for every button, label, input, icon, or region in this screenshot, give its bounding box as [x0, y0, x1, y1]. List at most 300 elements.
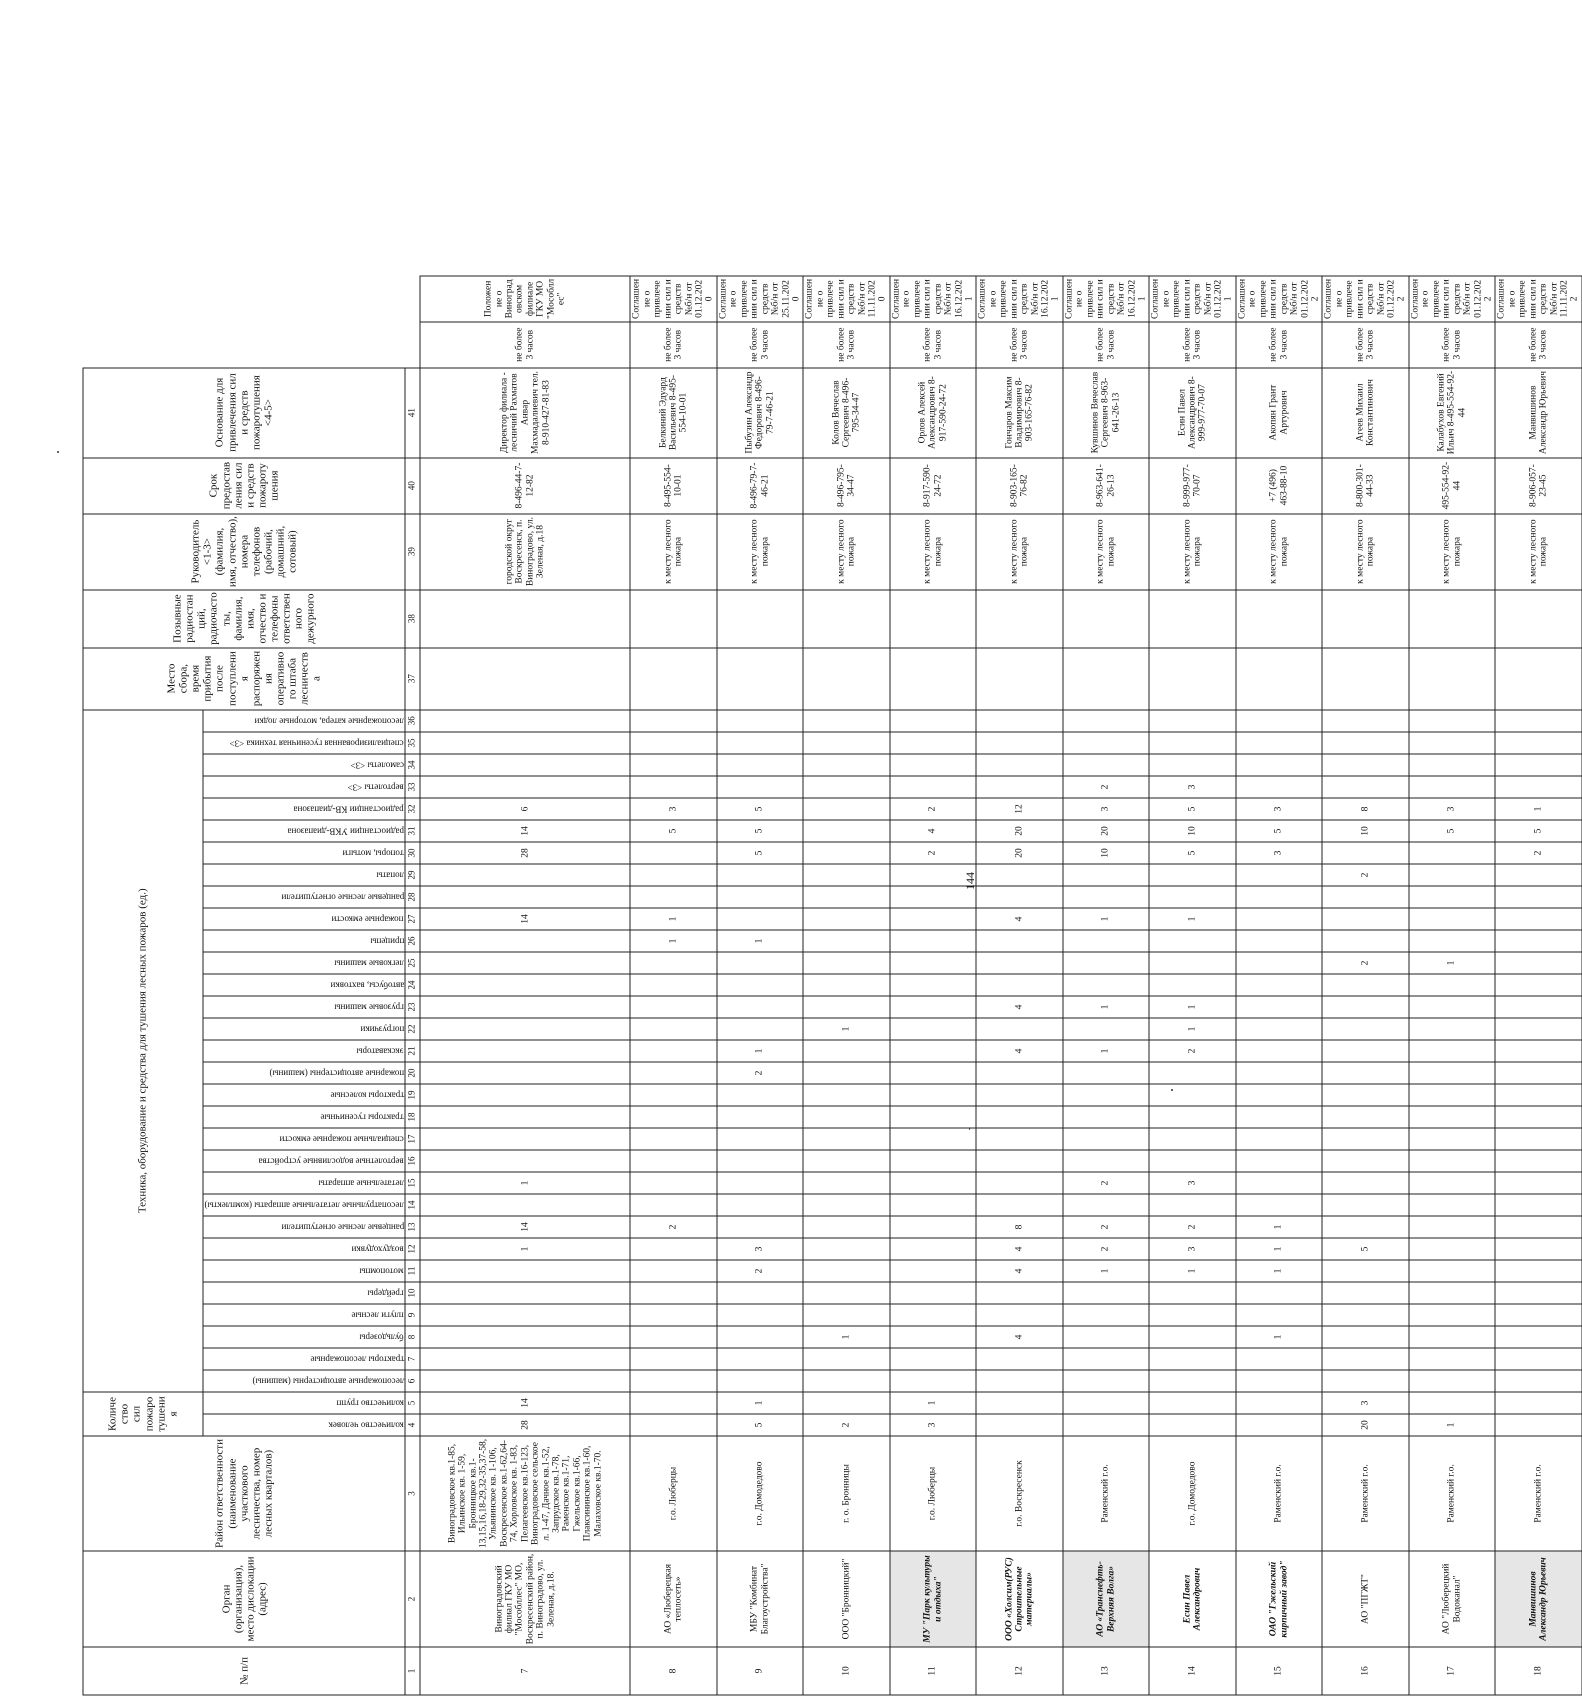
row-number-text: 15: [1273, 1666, 1284, 1676]
row-value: [630, 1106, 717, 1128]
row-organization: [1149, 1551, 1236, 1647]
row-organization-text: Манвишинов Александр Юрьевич: [1528, 1557, 1549, 1641]
row-value: [890, 1370, 977, 1392]
row-value: [630, 1370, 717, 1392]
row-value: [890, 930, 977, 952]
row-place-text: к месту лесного пожара: [1528, 519, 1549, 584]
row-area: [630, 1436, 717, 1551]
header-technique-col-wrap: [205, 800, 404, 817]
row-value: [890, 1172, 977, 1194]
row-value-text: 20: [1014, 848, 1025, 858]
row-area-text: г.о. Воскресенск: [1014, 1460, 1025, 1527]
row-value: [630, 864, 717, 886]
row-area-text: Раменский г.о.: [1446, 1464, 1457, 1523]
row-value: [1149, 974, 1236, 996]
row-value: [420, 1150, 630, 1172]
row-organization: [890, 1551, 977, 1647]
row-radio: [717, 458, 804, 514]
row-value-text: 1: [1533, 806, 1544, 812]
header-technique-col-text: легковые машины: [334, 958, 404, 969]
header-technique-col-text: мотопомпы: [359, 1266, 404, 1277]
row-organization-text: Есин Павел Александрович: [1182, 1567, 1203, 1631]
column-number: [405, 1392, 420, 1414]
row-value: [1495, 930, 1582, 952]
row-value: [803, 1304, 890, 1326]
header-right-col: [83, 458, 405, 514]
column-number: [405, 842, 420, 864]
row-value: [717, 1106, 804, 1128]
row-value: [717, 864, 804, 886]
row-value: [1063, 952, 1150, 974]
table-row: [1495, 276, 1582, 1695]
row-value: [976, 1348, 1063, 1370]
row-number: [1063, 1647, 1150, 1695]
row-value: [976, 996, 1063, 1018]
row-value: [1409, 1260, 1496, 1282]
row-value: [1409, 590, 1496, 648]
row-value: [420, 908, 630, 930]
header-forces-text: Количество сил пожаротушения: [106, 1396, 180, 1432]
row-value: [1495, 1304, 1582, 1326]
column-number-text: 16: [406, 1156, 417, 1166]
row-value: [420, 1216, 630, 1238]
row-value: [803, 1216, 890, 1238]
row-value: [976, 886, 1063, 908]
row-value: [803, 1172, 890, 1194]
row-place-text: к месту лесного пожара: [749, 519, 771, 584]
header-technique-col-text: погрузчики: [360, 1024, 404, 1035]
row-number-text: 13: [1100, 1666, 1111, 1676]
row-value-text: 1: [1446, 1422, 1457, 1428]
row-value: [717, 1150, 804, 1172]
row-number: [1322, 1647, 1409, 1695]
row-value: [1149, 820, 1236, 842]
column-number-text: 13: [406, 1222, 417, 1232]
row-value: [1322, 1370, 1409, 1392]
row-value: [1149, 930, 1236, 952]
row-value-text: 10: [1100, 848, 1111, 858]
row-basis-text: Соглашение о привлечении сил и средств №б/н от 16.12.2021: [891, 278, 975, 319]
row-value: [420, 798, 630, 820]
row-value-text: 20: [1014, 826, 1025, 836]
row-place: [717, 514, 804, 590]
row-value: [803, 590, 890, 648]
row-organization-text: ООО «Холсим(РУС) Строительные материалы»: [1004, 1557, 1035, 1641]
row-value-text: 5: [1533, 828, 1544, 834]
header-technique-col-text: плуги лесные: [351, 1310, 404, 1321]
row-value: [1322, 1106, 1409, 1128]
column-number-text: 33: [406, 782, 417, 792]
row-value: [1149, 1260, 1236, 1282]
row-number-text: 16: [1360, 1666, 1371, 1676]
row-value: [1063, 1238, 1150, 1260]
row-radio-text: 8-963-641-26-13: [1095, 464, 1117, 507]
row-radio-text: 8-903-165-76-82: [1009, 464, 1030, 507]
row-head-text: Калабухов Евгений Ильич 8-495-554-92-44: [1436, 370, 1468, 455]
header-technique-col: [203, 1304, 405, 1326]
row-basis-text: Соглашение о привлечении сил и средств №б/н от 01.12.2022: [1237, 278, 1321, 319]
row-radio-text: +7 (496) 463-88-10: [1268, 465, 1290, 506]
row-organization-text: АО «Транснефть-Верхняя Волга»: [1095, 1561, 1117, 1637]
row-value: [803, 776, 890, 798]
row-area-text: г.о. Люберцы: [927, 1466, 938, 1521]
row-value: [1409, 1150, 1496, 1172]
row-value-text: 4: [1014, 1246, 1025, 1252]
row-value: [1495, 754, 1582, 776]
row-value: [890, 886, 977, 908]
page-number: 144: [963, 872, 977, 890]
row-value: [976, 1370, 1063, 1392]
header-technique-col: [203, 1150, 405, 1172]
row-value: [1322, 1326, 1409, 1348]
row-value: [976, 776, 1063, 798]
row-value: [420, 1194, 630, 1216]
row-value: [1322, 1392, 1409, 1414]
row-radio: [1495, 458, 1582, 514]
row-value: [1236, 732, 1323, 754]
row-value: [1322, 908, 1409, 930]
row-value: [1063, 1326, 1150, 1348]
row-value: [717, 1392, 804, 1414]
row-value-text: 14: [520, 826, 531, 836]
row-value: [890, 1040, 977, 1062]
row-number: [976, 1647, 1063, 1695]
row-value: [976, 974, 1063, 996]
row-value: [1149, 1282, 1236, 1304]
row-value: [630, 1172, 717, 1194]
header-technique-col-text: прицепы: [370, 936, 404, 947]
row-value: [630, 974, 717, 996]
row-value: [803, 842, 890, 864]
row-value-text: 2: [1100, 1180, 1111, 1186]
row-value: [1322, 974, 1409, 996]
column-number: [405, 996, 420, 1018]
column-number: [405, 1260, 420, 1282]
row-area-text: Раменский г.о.: [1533, 1464, 1544, 1523]
row-value: [1149, 732, 1236, 754]
row-head-text: Гончаров Максим Владимирович 8-903-165-76-82: [1004, 376, 1035, 449]
row-value: [976, 1326, 1063, 1348]
row-value: [630, 1414, 717, 1436]
row-head: [1322, 368, 1409, 458]
header-technique-col-text: тракторы лесопожарные: [310, 1354, 404, 1365]
header-technique-col-wrap: [205, 778, 404, 795]
row-value: [803, 1128, 890, 1150]
column-number-text: 25: [406, 958, 417, 968]
row-value: [1063, 776, 1150, 798]
row-value: [420, 820, 630, 842]
header-technique-col: [203, 1260, 405, 1282]
row-value: [1063, 1018, 1150, 1040]
row-value: [1495, 1106, 1582, 1128]
row-value-text: 14: [520, 1222, 531, 1232]
column-number-text: 3: [406, 1491, 417, 1496]
row-term-text: не более 3 часов: [663, 327, 684, 362]
row-value-text: 2: [754, 1070, 765, 1076]
row-value-text: 10: [1360, 826, 1371, 836]
header-forces-col-text: количество человек: [328, 1420, 404, 1431]
column-number-text: 39: [406, 547, 417, 557]
row-place: [420, 514, 630, 590]
header-technique-col-wrap: [205, 1196, 404, 1213]
row-value: [1495, 842, 1582, 864]
row-value: [1322, 1216, 1409, 1238]
header-org: [83, 1551, 405, 1647]
row-value: [420, 648, 630, 710]
row-value: [1322, 1084, 1409, 1106]
row-value: [1236, 1084, 1323, 1106]
row-value: [976, 1128, 1063, 1150]
row-head-text: Орлов Алексей Александрович 8-917-590-24-72: [917, 376, 949, 449]
row-value: [1063, 996, 1150, 1018]
row-value: [630, 710, 717, 732]
row-value: [1063, 974, 1150, 996]
header-technique-col-text: топоры, мотыги: [342, 848, 404, 859]
header-technique-col: [203, 754, 405, 776]
row-term: [803, 322, 890, 368]
header-technique-col-wrap: [205, 998, 404, 1015]
row-value-text: 10: [1187, 826, 1198, 836]
row-value: [1063, 930, 1150, 952]
row-head-text: Манвишинов Александр Юрьевич: [1528, 370, 1549, 455]
row-value: [1149, 1348, 1236, 1370]
row-value: [1322, 798, 1409, 820]
row-value: [1409, 864, 1496, 886]
row-value: [1495, 1040, 1582, 1062]
row-organization-text: АО «Люберецкая теплосеть»: [663, 1564, 684, 1634]
row-value: [803, 820, 890, 842]
row-value-text: 5: [1187, 806, 1198, 812]
row-value-text: 4: [1014, 1048, 1025, 1054]
row-value: [717, 648, 804, 710]
row-term-text: не более 3 часов: [1441, 327, 1463, 362]
row-value: [976, 1194, 1063, 1216]
row-value: [803, 1150, 890, 1172]
row-value-text: 1: [1100, 916, 1111, 922]
header-right-col-text: Основание для привлечения сил и средств пожаротушения <4-5>: [213, 373, 275, 452]
row-value-text: 2: [1533, 850, 1544, 856]
row-value-text: 1: [754, 938, 765, 944]
row-value-text: 3: [1187, 1180, 1198, 1186]
row-value: [717, 820, 804, 842]
row-value-text: 8: [1360, 806, 1371, 812]
row-value: [1409, 1172, 1496, 1194]
row-value: [976, 1040, 1063, 1062]
row-value: [630, 842, 717, 864]
row-area: [1409, 1436, 1496, 1551]
row-value: [717, 1260, 804, 1282]
row-value: [420, 930, 630, 952]
row-value: [890, 590, 977, 648]
header-technique-col-text: пожарные емкости: [331, 914, 404, 925]
row-value: [630, 1062, 717, 1084]
row-value: [717, 1216, 804, 1238]
row-area-text: Виноградовское кв.1-85, Ильинское кв. 1-59, Бронницкое кв.1-13,15,16,18-29,32-35,37-58, Ульянинское кв. 1-106, Воскресенское кв.1-62,64-74, Хорловское кв. 1-83, Пелагеевское кв.16-123, Виноградовское сельское л. 1-47, Дачное кв.1-52, Запрудское кв.1-78, Раменское кв.1-71, Гжельское кв.1-66, Плаксининское кв.1-60, Малаховское кв.1-70.: [447, 1438, 604, 1549]
row-value: [1409, 1106, 1496, 1128]
row-value: [1495, 974, 1582, 996]
row-value: [1409, 1414, 1496, 1436]
row-term-text: не более 3 часов: [749, 327, 771, 362]
header-technique-col-wrap: [205, 756, 404, 773]
row-value: [630, 1304, 717, 1326]
row-value: [890, 732, 977, 754]
row-value: [1236, 930, 1323, 952]
row-value: [1495, 1216, 1582, 1238]
row-organization-text: МУ "Парк культуры и отдыха": [922, 1555, 944, 1643]
column-number: [405, 1647, 420, 1695]
row-value: [1495, 1392, 1582, 1414]
header-technique-col-wrap: [205, 1328, 404, 1345]
row-value: [803, 1238, 890, 1260]
row-value: [630, 908, 717, 930]
header-technique-col-text: специализированная гусеничная техника <3>: [229, 738, 404, 749]
header-technique-col-wrap: [205, 1174, 404, 1191]
row-value: [890, 1128, 977, 1150]
row-value: [976, 648, 1063, 710]
row-value: [1409, 798, 1496, 820]
row-value: [1236, 886, 1323, 908]
row-value: [1149, 776, 1236, 798]
row-area-text: г.о. Домодедово: [1187, 1461, 1198, 1526]
row-value: [630, 590, 717, 648]
row-area: [1063, 1436, 1150, 1551]
row-value: [630, 1018, 717, 1040]
row-value: [1149, 1370, 1236, 1392]
row-value: [1149, 1194, 1236, 1216]
row-term-text: не более 3 часов: [1182, 327, 1203, 362]
row-value: [1063, 798, 1150, 820]
row-value: [1495, 820, 1582, 842]
row-value: [1236, 798, 1323, 820]
column-number: [405, 514, 420, 590]
row-value: [1409, 1128, 1496, 1150]
column-number: [405, 1018, 420, 1040]
row-value: [630, 1348, 717, 1370]
row-radio: [1236, 458, 1323, 514]
header-org-text: Орган (организация), место дислокации (адрес): [220, 1556, 269, 1642]
row-value: [1063, 590, 1150, 648]
header-technique-col-text: вертолетные водосливные устройства: [258, 1156, 404, 1167]
row-value: [1495, 1414, 1582, 1436]
row-number: [1149, 1647, 1236, 1695]
header-technique-col-text: ранцевые лесные огнетушители: [281, 892, 404, 903]
row-area: [803, 1436, 890, 1551]
header-technique-col: [203, 1106, 405, 1128]
column-number: [405, 1172, 420, 1194]
row-value: [630, 886, 717, 908]
row-organization-text: АО "ПГЖТ": [1360, 1574, 1371, 1624]
row-value: [1409, 1040, 1496, 1062]
row-value-text: 1: [841, 1334, 852, 1340]
header-technique-col-wrap: [205, 976, 404, 993]
row-number: [803, 1647, 890, 1695]
row-value: [1409, 1392, 1496, 1414]
row-value-text: 1: [1187, 1268, 1198, 1274]
row-value: [976, 1392, 1063, 1414]
row-value: [1409, 648, 1496, 710]
header-technique-col: [203, 1282, 405, 1304]
row-basis: [1495, 276, 1582, 322]
row-value-text: 5: [1273, 828, 1284, 834]
row-value: [890, 974, 977, 996]
row-value: [420, 1392, 630, 1414]
column-number-text: 12: [406, 1244, 417, 1254]
row-value-text: 3: [1446, 806, 1457, 812]
row-basis: [1409, 276, 1496, 322]
row-value: [1236, 590, 1323, 648]
column-number: [405, 754, 420, 776]
row-value: [420, 1040, 630, 1062]
row-value: [1149, 908, 1236, 930]
row-basis-text: Соглашение о привлечении сил и средств №б/н от 11.11.2022: [1496, 278, 1580, 319]
row-value: [890, 648, 977, 710]
row-organization-text: АО "Люберецкий Водоканал": [1441, 1563, 1463, 1635]
row-value: [976, 1414, 1063, 1436]
row-value: [1409, 754, 1496, 776]
column-number: [405, 974, 420, 996]
row-term: [1495, 322, 1582, 368]
row-value: [1495, 710, 1582, 732]
row-value-text: 3: [927, 1422, 938, 1428]
row-value: [630, 776, 717, 798]
column-number-text: 31: [406, 826, 417, 836]
column-number-text: 29: [406, 870, 417, 880]
column-number: [405, 1282, 420, 1304]
row-value: [1063, 1392, 1150, 1414]
row-head: [1149, 368, 1236, 458]
header-technique-col-wrap: [205, 910, 404, 927]
row-value-text: 4: [1014, 1334, 1025, 1340]
row-value: [976, 710, 1063, 732]
header-technique-col-text: лопаты: [376, 870, 404, 881]
header-technique-col: [203, 1348, 405, 1370]
row-basis: [420, 276, 630, 322]
row-value: [803, 864, 890, 886]
row-value: [717, 1018, 804, 1040]
row-value: [803, 996, 890, 1018]
row-head: [1409, 368, 1496, 458]
row-place: [1063, 514, 1150, 590]
row-value: [1236, 776, 1323, 798]
row-area-text: г. о. Бронницы: [841, 1464, 852, 1523]
row-value: [420, 1348, 630, 1370]
header-technique-col: [203, 886, 405, 908]
row-value-text: 1: [1187, 1004, 1198, 1010]
row-number-text: 11: [927, 1666, 938, 1676]
column-number: [405, 1436, 420, 1551]
row-area: [1495, 1436, 1582, 1551]
row-radio: [1409, 458, 1496, 514]
row-value: [1149, 952, 1236, 974]
row-value: [890, 1018, 977, 1040]
column-number-text: 22: [406, 1024, 417, 1034]
header-technique-col: [203, 1194, 405, 1216]
row-value: [1322, 732, 1409, 754]
row-value: [1149, 648, 1236, 710]
row-value: [630, 1150, 717, 1172]
column-number: [405, 648, 420, 710]
row-value: [803, 710, 890, 732]
row-value: [1236, 908, 1323, 930]
row-value: [1322, 754, 1409, 776]
column-number-text: 35: [406, 738, 417, 748]
row-value: [1236, 1238, 1323, 1260]
row-term: [1322, 322, 1409, 368]
row-value: [803, 952, 890, 974]
row-value: [717, 1370, 804, 1392]
row-value: [1236, 754, 1323, 776]
row-value: [1236, 1216, 1323, 1238]
